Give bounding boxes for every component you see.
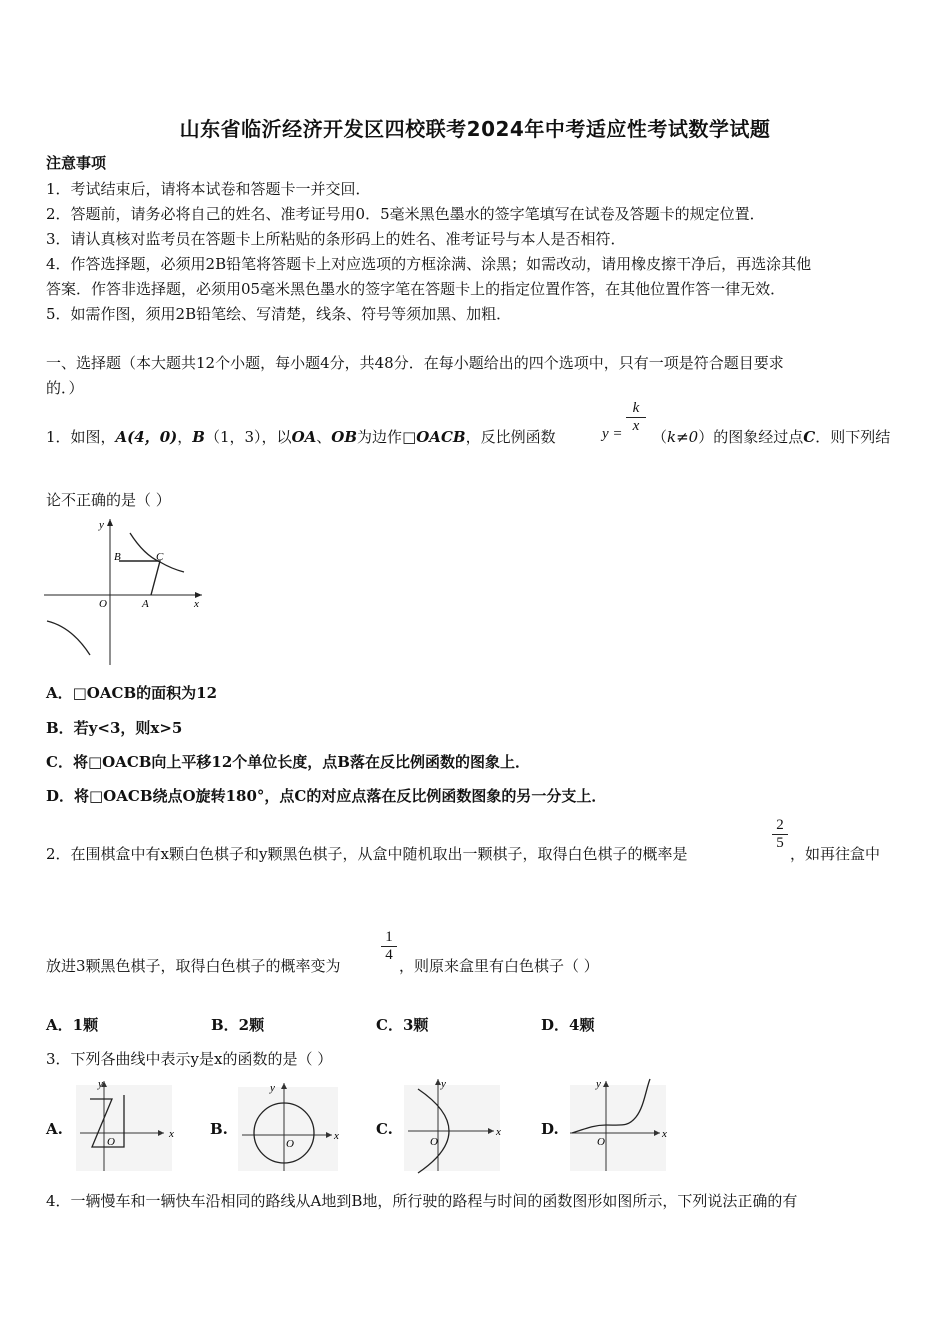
page-title: 山东省临沂经济开发区四校联考2024年中考适应性考试数学试题 bbox=[179, 117, 771, 141]
q1-fraction-lhs: y = bbox=[602, 426, 623, 442]
notice-item: 答案．作答非选择题，必须用05毫米黑色墨水的签字笔在答题卡上的指定位置作答，在其他位置作答一律无效． bbox=[46, 280, 786, 298]
question-1-stem-line2: 论不正确的是（ ） bbox=[46, 491, 171, 509]
svg-text:y: y bbox=[98, 1078, 103, 1090]
q1-option-d: D．将□OACB绕点O旋转180°，点C的对应点落在反比例函数图象的另一分支上． bbox=[46, 787, 607, 805]
notice-item: 3．请认真核对监考员在答题卡上所粘贴的条形码上的姓名、准考证号与本人是否相符． bbox=[46, 230, 626, 248]
svg-text:x: x bbox=[662, 1128, 667, 1140]
q1-label-y: y bbox=[99, 519, 104, 531]
q3-graph-c bbox=[400, 1075, 510, 1175]
svg-text:O: O bbox=[107, 1136, 115, 1148]
q3-graph-a bbox=[72, 1075, 182, 1175]
notice-item: 2．答题前，请务必将自己的姓名、准考证号用0．5毫米黑色墨水的签字笔填写在试卷及答题卡的规定位置． bbox=[46, 205, 765, 223]
svg-text:O: O bbox=[286, 1138, 294, 1150]
q2-option-b: B．2颗 bbox=[211, 1016, 265, 1034]
q2-option-d: D．4颗 bbox=[541, 1016, 595, 1034]
svg-text:x: x bbox=[169, 1128, 174, 1140]
q1-y-arrow bbox=[107, 519, 113, 526]
svg-text:x: x bbox=[496, 1126, 501, 1138]
q2-fraction-2: $\frac{1}{4}$ bbox=[381, 929, 397, 964]
q2-fraction-1: $\frac{2}{5}$ bbox=[772, 817, 788, 852]
q1-label-c: C bbox=[156, 551, 164, 563]
notice-item: 4．作答选择题，必须用2B铅笔将答题卡上对应选项的方框涂满、涂黑；如需改动，请用橡皮擦干净后，再选涂其他 bbox=[46, 255, 812, 273]
q3-graph-d bbox=[566, 1075, 676, 1175]
q1-parallelogram bbox=[119, 561, 160, 595]
section-heading: 一、选择题（本大题共12个小题，每小题4分，共48分．在每小题给出的四个选项中，只有一项是符合题目要求 bbox=[46, 354, 784, 372]
q2-option-c: C．3颗 bbox=[376, 1016, 429, 1034]
question-2-stem: 2．在围棋盒中有x颗白色棋子和y颗黑色棋子，从盒中随机取出一颗棋子，取得白色棋子的概率是 bbox=[46, 845, 688, 863]
q1-label-b: B bbox=[114, 551, 121, 563]
question-2-stem-cont: ，如再往盒中 bbox=[790, 845, 881, 863]
svg-text:y: y bbox=[441, 1078, 446, 1090]
q1-label-a: A bbox=[142, 598, 149, 610]
question-1-stem: 1．如图，A(4，0)，B（1，3），以OA、OB为边作□OACB，反比例函数 bbox=[46, 428, 556, 446]
section-heading-cont: 的．） bbox=[46, 379, 84, 397]
question-2-stem-line2: 放进3颗黑色棋子，取得白色棋子的概率变为 bbox=[46, 957, 341, 975]
q1-option-c: C．将□OACB向上平移12个单位长度，点B落在反比例函数的图象上． bbox=[46, 753, 530, 771]
svg-text:y: y bbox=[596, 1078, 601, 1090]
question-2-stem-line2-cont: ，则原来盒里有白色棋子（ ） bbox=[399, 957, 599, 975]
question-3-stem: 3．下列各曲线中表示y是x的函数的是（ ） bbox=[46, 1050, 333, 1068]
q1-option-b: B．若y<3，则x>5 bbox=[46, 719, 183, 737]
svg-text:O: O bbox=[430, 1136, 438, 1148]
question-4-stem: 4．一辆慢车和一辆快车沿相同的路线从A地到B地，所行驶的路程与时间的函数图形如图所示，下列说法正确的有 bbox=[46, 1192, 798, 1210]
q1-option-a: A．□OACB的面积为12 bbox=[46, 684, 218, 702]
q1-figure bbox=[42, 515, 212, 670]
q1-label-x: x bbox=[194, 598, 199, 610]
svg-text:O: O bbox=[597, 1136, 605, 1148]
q3-option-d-label: D. bbox=[541, 1120, 559, 1138]
q1-label-o: O bbox=[99, 598, 107, 610]
q3-option-b-label: B. bbox=[210, 1120, 228, 1138]
q2-option-a: A．1颗 bbox=[46, 1016, 99, 1034]
q3-option-a-label: A. bbox=[46, 1120, 63, 1138]
q1-hyperbola-branch-2 bbox=[47, 621, 90, 655]
notice-heading: 注意事项 bbox=[46, 154, 107, 172]
question-1-stem-cont: （k≠0）的图象经过点C．则下列结 bbox=[652, 428, 891, 446]
notice-item: 1．考试结束后，请将本试卷和答题卡一并交回． bbox=[46, 180, 371, 198]
svg-text:x: x bbox=[334, 1130, 339, 1142]
notice-item: 5．如需作图，须用2B铅笔绘、写清楚，线条、符号等须加黑、加粗． bbox=[46, 305, 512, 323]
svg-text:y: y bbox=[270, 1082, 275, 1094]
q3-option-c-label: C. bbox=[376, 1120, 393, 1138]
q3-graph-b bbox=[234, 1075, 349, 1175]
q1-fraction: $\frac{k}{x}$ bbox=[626, 400, 646, 435]
